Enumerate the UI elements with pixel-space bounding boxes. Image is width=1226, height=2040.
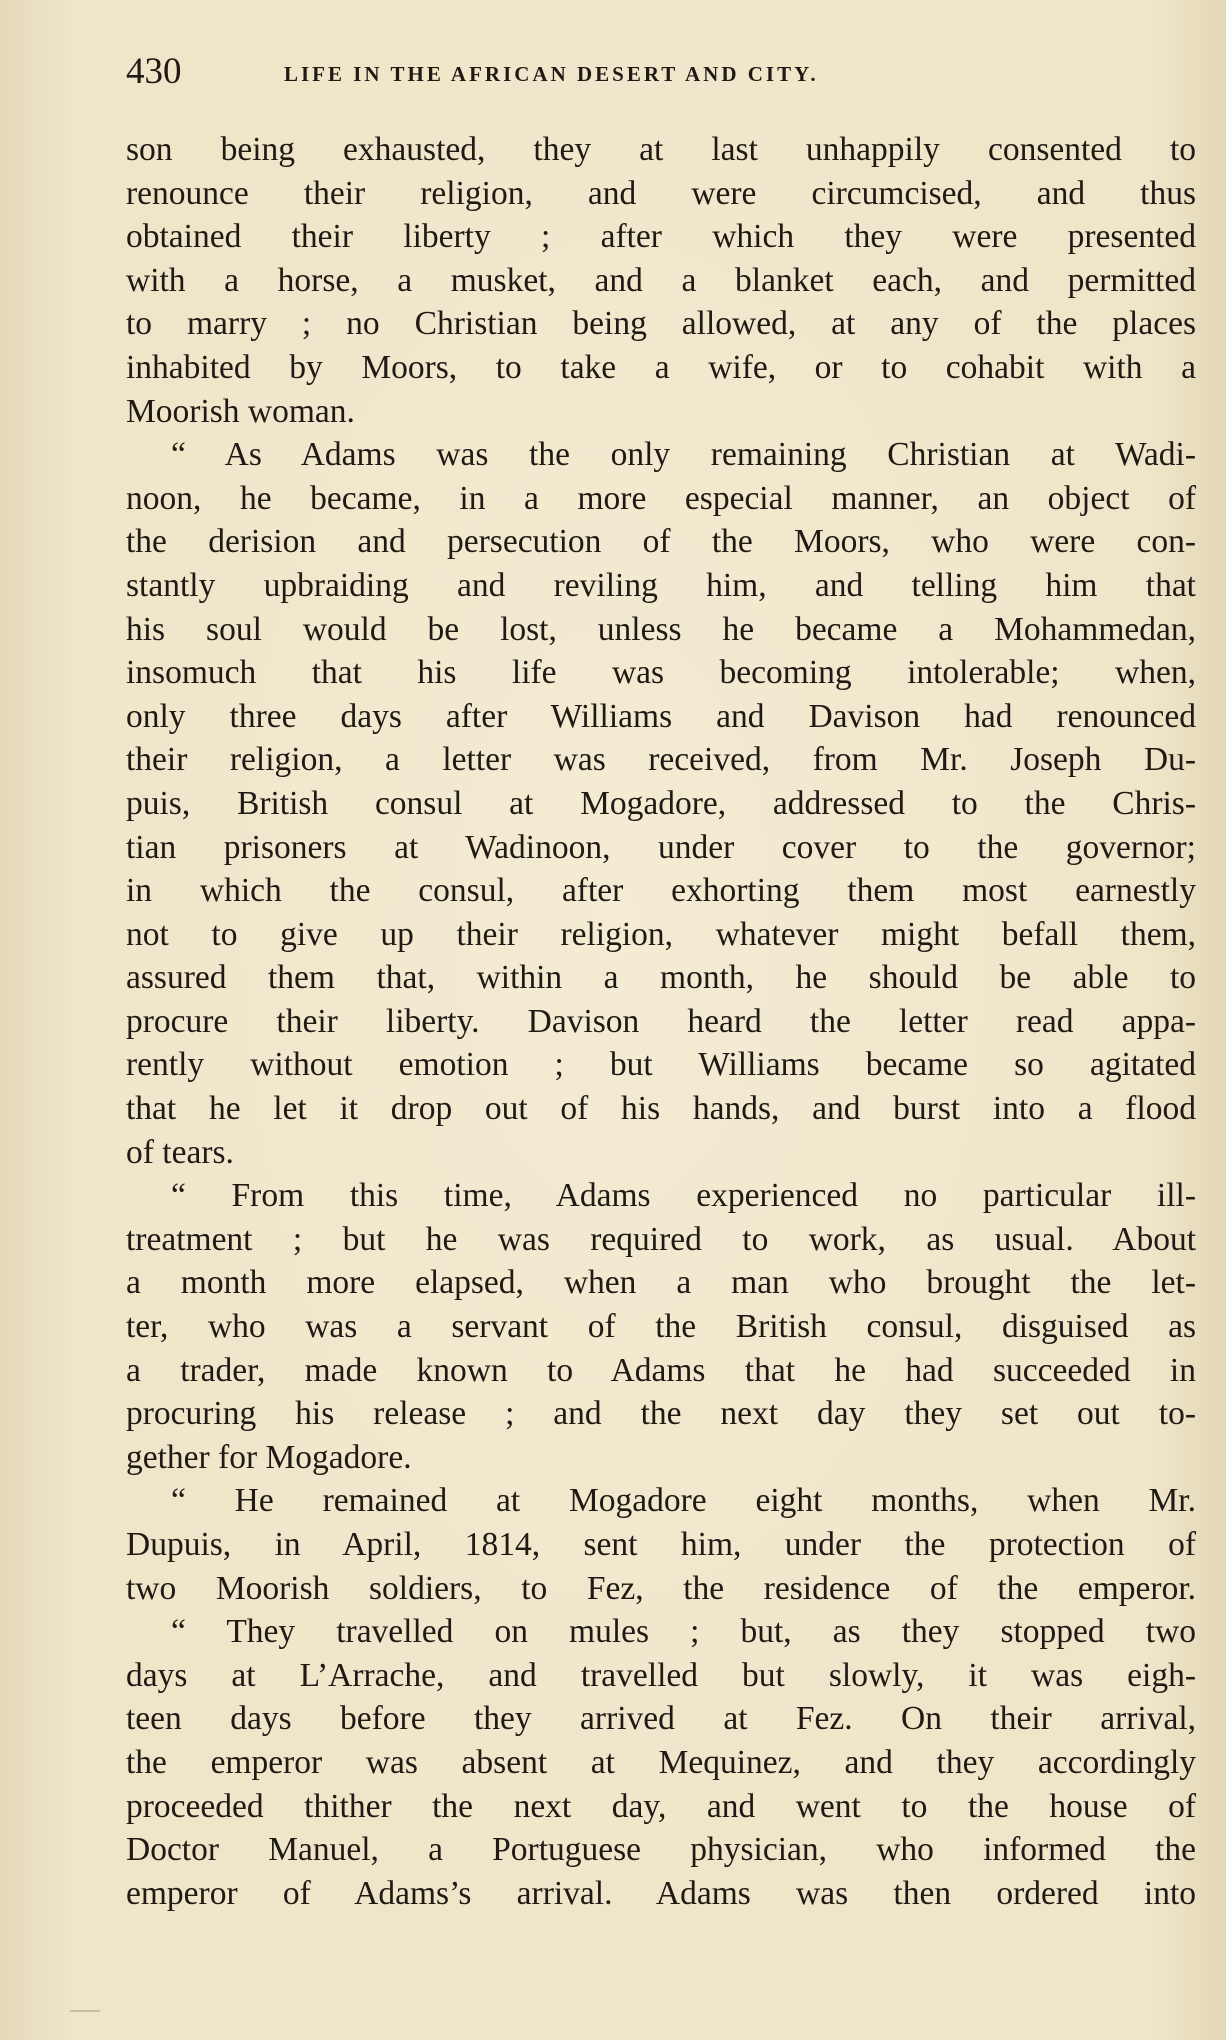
text-line: Moorish woman. bbox=[126, 392, 355, 430]
text-line: two Moorish soldiers, to Fez, the residence of the emperor. bbox=[126, 1569, 1196, 1607]
text-line: obtained their liberty ; after which they were presented bbox=[126, 218, 1196, 256]
text-line: treatment ; but he was required to work, as usual. About bbox=[126, 1220, 1196, 1258]
text-line: puis, British consul at Mogadore, addressed to the Chris- bbox=[126, 784, 1196, 822]
text-line: stantly upbraiding and reviling him, and telling him that bbox=[126, 566, 1196, 604]
text-line: noon, he became, in a more especial manner, an object of bbox=[126, 479, 1196, 517]
text-line: Dupuis, in April, 1814, sent him, under the protection of bbox=[126, 1526, 1196, 1563]
text-line: procuring his release ; and the next day they set out to- bbox=[126, 1395, 1196, 1433]
body-text bbox=[126, 128, 1196, 1915]
text-line: a month more elapsed, when a man who brought the let- bbox=[126, 1264, 1196, 1302]
text-line: of tears. bbox=[126, 1133, 234, 1171]
text-line: “ As Adams was the only remaining Christian at Wadi- bbox=[171, 436, 1196, 474]
text-line: assured them that, within a month, he should be able to bbox=[126, 959, 1196, 997]
text-line: with a horse, a musket, and a blanket each, and permitted bbox=[126, 261, 1196, 299]
page-number: 430 bbox=[126, 51, 182, 92]
text-line: renounce their religion, and were circumcised, and thus bbox=[126, 174, 1196, 212]
page-header bbox=[126, 42, 1056, 102]
text-line: his soul would be lost, unless he became a Mohammedan, bbox=[126, 610, 1196, 648]
text-line: “ From this time, Adams experienced no particular ill- bbox=[171, 1177, 1196, 1215]
text-line: the emperor was absent at Mequinez, and they accordingly bbox=[126, 1743, 1196, 1781]
text-line: the derision and persecution of the Moors, who were con- bbox=[126, 523, 1196, 561]
running-head: LIFE IN THE AFRICAN DESERT AND CITY. bbox=[284, 62, 819, 86]
text-line: rently without emotion ; but Williams became so agitated bbox=[126, 1046, 1196, 1084]
text-line: insomuch that his life was becoming intolerable; when, bbox=[126, 654, 1196, 692]
text-line: emperor of Adams’s arrival. Adams was then ordered into bbox=[126, 1874, 1196, 1912]
text-line: to marry ; no Christian being allowed, at any of the places bbox=[126, 305, 1196, 343]
text-line: that he let it drop out of his hands, and burst into a flood bbox=[126, 1090, 1196, 1128]
text-line: inhabited by Moors, to take a wife, or to cohabit with a bbox=[126, 348, 1196, 386]
text-line: tian prisoners at Wadinoon, under cover to the governor; bbox=[126, 828, 1196, 866]
text-line: days at L’Arrache, and travelled but slowly, it was eigh- bbox=[126, 1656, 1196, 1694]
text-line: “ They travelled on mules ; but, as they stopped two bbox=[171, 1613, 1196, 1651]
text-line: gether for Mogadore. bbox=[126, 1438, 412, 1476]
text-line: their religion, a letter was received, from Mr. Joseph Du- bbox=[126, 741, 1196, 779]
paper-mark bbox=[70, 2010, 100, 2012]
text-line: Doctor Manuel, a Portuguese physician, who informed the bbox=[126, 1831, 1196, 1869]
text-line: teen days before they arrived at Fez. On their arrival, bbox=[126, 1700, 1196, 1738]
text-line: not to give up their religion, whatever might befall them, bbox=[126, 915, 1196, 953]
text-line: a trader, made known to Adams that he had succeeded in bbox=[126, 1351, 1196, 1389]
text-line: procure their liberty. Davison heard the letter read appa- bbox=[126, 1002, 1196, 1040]
text-line: only three days after Williams and Davison had renounced bbox=[126, 697, 1196, 735]
text-line: ter, who was a servant of the British consul, disguised as bbox=[126, 1308, 1196, 1346]
text-line: “ He remained at Mogadore eight months, when Mr. bbox=[171, 1482, 1196, 1520]
text-line: son being exhausted, they at last unhappily consented to bbox=[126, 131, 1196, 168]
text-line: in which the consul, after exhorting them most earnestly bbox=[126, 872, 1196, 910]
text-line: proceeded thither the next day, and went to the house of bbox=[126, 1787, 1196, 1825]
